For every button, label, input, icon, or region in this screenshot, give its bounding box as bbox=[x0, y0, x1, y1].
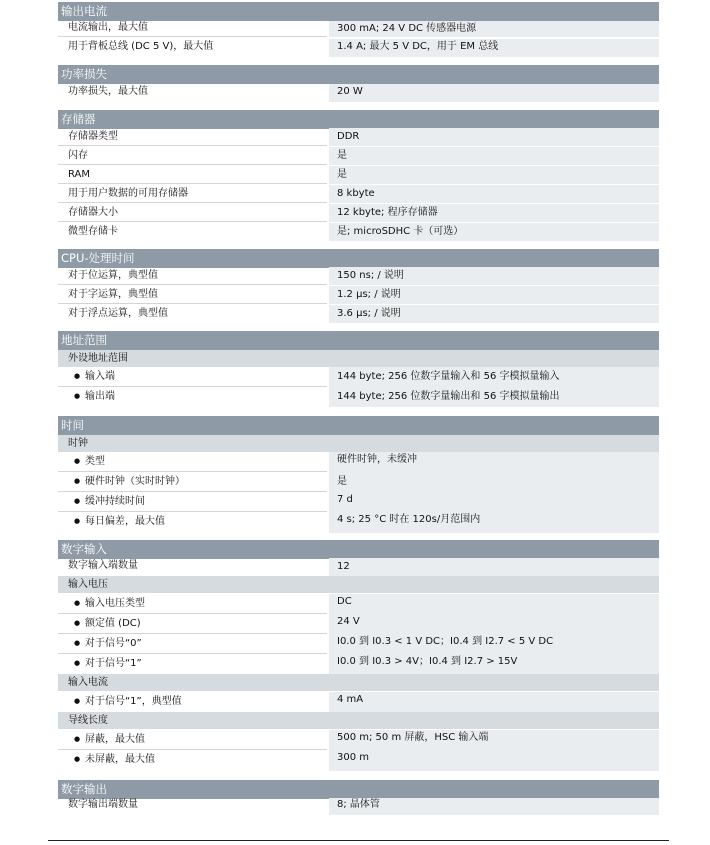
page-bottom-rule bbox=[48, 840, 669, 841]
subsection-header: 外设地址范围 bbox=[58, 350, 659, 367]
row-value: 144 byte; 256 位数字量输出和 56 字模拟量输出 bbox=[329, 387, 659, 407]
section-header-digital-output: 数字输出 bbox=[58, 780, 659, 799]
row-value: 3.6 μs; / 说明 bbox=[329, 305, 659, 323]
table-row bbox=[58, 512, 659, 533]
table-row bbox=[58, 798, 659, 815]
table-row bbox=[58, 128, 659, 146]
row-label: ● 类型 bbox=[58, 452, 327, 472]
table-row bbox=[58, 594, 659, 614]
row-label: ● 额定值 (DC) bbox=[58, 614, 327, 634]
table-row bbox=[58, 654, 659, 674]
row-label: 电流输出，最大值 bbox=[58, 21, 327, 37]
table-row bbox=[58, 305, 659, 323]
section-header-time: 时间 bbox=[58, 416, 659, 435]
row-value: 4 s; 25 °C 时在 120s/月范围内 bbox=[329, 512, 659, 533]
table-row bbox=[58, 223, 659, 241]
section-header-digital-input: 数字输入 bbox=[58, 540, 659, 559]
row-label: ● 输入电压类型 bbox=[58, 594, 327, 614]
row-label: ● 输出端 bbox=[58, 387, 327, 407]
table-row bbox=[58, 267, 659, 285]
row-label: 数字输入端数量 bbox=[68, 560, 138, 571]
row-value: 是 bbox=[329, 147, 659, 165]
row-value: DC bbox=[329, 594, 659, 614]
row-value: 是 bbox=[329, 166, 659, 184]
section-header-power-loss: 功率损失 bbox=[58, 65, 659, 84]
row-value: 150 ns; / 说明 bbox=[329, 267, 659, 285]
row-value: I0.0 到 I0.3 > 4V；I0.4 到 I2.7 > 15V bbox=[329, 654, 659, 674]
row-value: 20 W bbox=[329, 84, 659, 102]
row-label: ● 对于信号“1”，典型值 bbox=[58, 692, 327, 712]
row-label: 对于字运算，典型值 bbox=[58, 286, 327, 304]
row-value: 4 mA bbox=[329, 692, 659, 712]
row-label: 数字输出端数量 bbox=[68, 799, 138, 810]
table-row bbox=[58, 387, 659, 407]
subsection-header: 导线长度 bbox=[58, 712, 659, 729]
row-value: 8 kbyte bbox=[329, 185, 659, 203]
table-row bbox=[58, 452, 659, 472]
row-label: 闪存 bbox=[58, 147, 327, 165]
row-label: 功率损失，最大值 bbox=[68, 86, 148, 97]
row-value: I0.0 到 I0.3 < 1 V DC；I0.4 到 I2.7 < 5 V DC bbox=[329, 634, 659, 654]
row-value: 12 bbox=[329, 558, 659, 576]
row-value: 是; microSDHC 卡（可选） bbox=[329, 223, 659, 241]
table-row bbox=[58, 39, 659, 57]
row-label: 存储器大小 bbox=[58, 204, 327, 222]
table-row bbox=[58, 204, 659, 222]
row-label: ● 硬件时钟（实时时钟） bbox=[58, 472, 327, 492]
subsection-header: 输入电压 bbox=[58, 576, 659, 593]
row-value: 300 m bbox=[329, 750, 659, 771]
row-label: ● 每日偏差，最大值 bbox=[58, 512, 327, 533]
row-value: 1.4 A; 最大 5 V DC，用于 EM 总线 bbox=[329, 39, 659, 57]
row-label: 用于背板总线 (DC 5 V)，最大值 bbox=[68, 41, 214, 52]
row-value: DDR bbox=[329, 128, 659, 146]
table-row bbox=[58, 692, 659, 712]
row-value: 7 d bbox=[329, 492, 659, 512]
table-row bbox=[58, 634, 659, 654]
row-label: ● 对于信号“1” bbox=[58, 654, 327, 674]
section-header-output-current: 输出电流 bbox=[58, 2, 659, 21]
row-label: RAM bbox=[58, 166, 327, 184]
section-header-cpu-time: CPU-处理时间 bbox=[58, 249, 659, 268]
row-value: 24 V bbox=[329, 614, 659, 634]
table-row bbox=[58, 84, 659, 102]
table-row bbox=[58, 166, 659, 184]
table-row bbox=[58, 21, 659, 37]
table-row bbox=[58, 614, 659, 634]
row-value: 144 byte; 256 位数字量输入和 56 字模拟量输入 bbox=[329, 367, 659, 387]
row-label: ● 输入端 bbox=[58, 367, 327, 387]
section-header-address-range: 地址范围 bbox=[58, 331, 659, 350]
table-row bbox=[58, 492, 659, 512]
row-label: ● 缓冲持续时间 bbox=[58, 492, 327, 512]
subsection-header: 时钟 bbox=[58, 435, 659, 452]
table-row bbox=[58, 750, 659, 771]
row-label: 对于位运算，典型值 bbox=[58, 267, 327, 285]
table-row bbox=[58, 185, 659, 203]
row-value: 12 kbyte; 程序存储器 bbox=[329, 204, 659, 222]
table-row bbox=[58, 730, 659, 750]
row-value: 硬件时钟，未缓冲 bbox=[329, 452, 659, 472]
section-header-memory: 存储器 bbox=[58, 110, 659, 129]
table-row bbox=[58, 558, 659, 576]
table-row bbox=[58, 147, 659, 165]
row-value: 8; 晶体管 bbox=[329, 798, 659, 815]
row-label: 用于用户数据的可用存储器 bbox=[58, 185, 327, 203]
row-label: ● 屏蔽，最大值 bbox=[58, 730, 327, 750]
table-row bbox=[58, 472, 659, 492]
row-label: ● 对于信号“0” bbox=[58, 634, 327, 654]
table-row bbox=[58, 286, 659, 304]
row-label: 微型存储卡 bbox=[68, 226, 118, 237]
row-value: 1.2 μs; / 说明 bbox=[329, 286, 659, 304]
row-value: 500 m; 50 m 屏蔽，HSC 输入端 bbox=[329, 730, 659, 750]
row-label: ● 未屏蔽，最大值 bbox=[58, 750, 327, 771]
row-value: 是 bbox=[329, 472, 659, 492]
subsection-header: 输入电流 bbox=[58, 674, 659, 691]
row-value: 300 mA; 24 V DC 传感器电源 bbox=[329, 21, 659, 37]
table-row bbox=[58, 367, 659, 387]
row-label: 对于浮点运算，典型值 bbox=[68, 308, 168, 319]
row-label: 存储器类型 bbox=[58, 128, 327, 146]
